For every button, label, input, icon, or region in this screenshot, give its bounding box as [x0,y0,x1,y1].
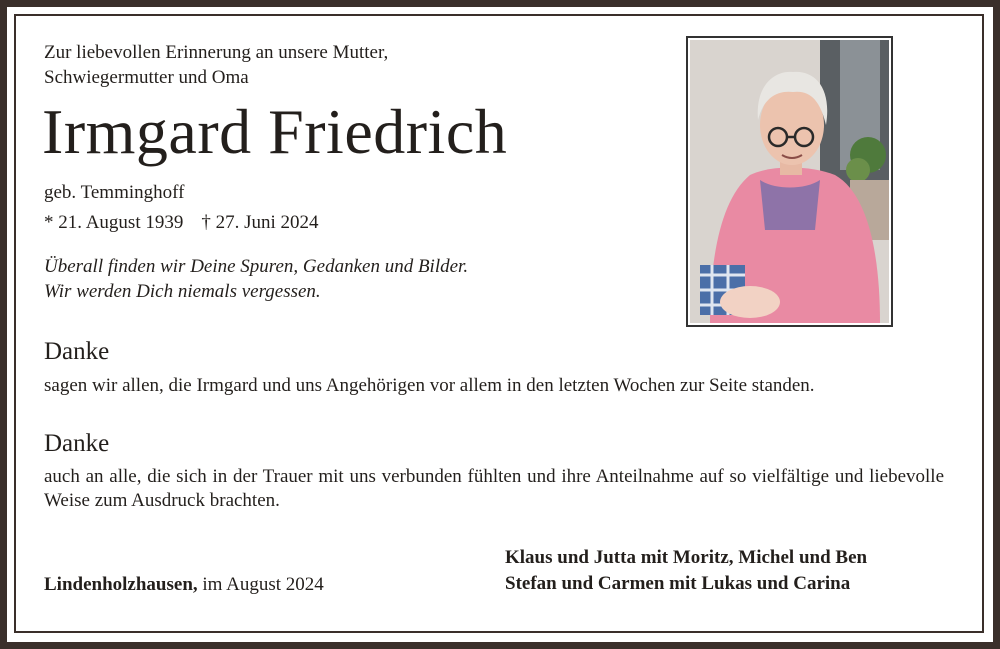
memorial-quote [44,254,468,304]
thanks-heading: Danke [44,338,110,365]
family-line: Klaus und Jutta mit Moritz, Michel und Ben [505,547,868,568]
intro-line: Zur liebevollen Erinnerung an unsere Mutter, [44,42,389,63]
family-line: Stefan und Carmen mit Lukas und Carina [505,573,851,594]
thanks-heading: Danke [44,430,110,457]
thanks-text: sagen wir allen, die Irmgard und uns Angehörigen vor allem in den letzten Wochen zur Seite standen. [44,375,815,396]
intro-text [44,40,388,90]
place-and-date [44,574,324,596]
family-signature [505,545,867,597]
death-date: † 27. Juni 2024 [201,212,319,233]
birth-date: * 21. August 1939 [44,212,184,233]
quote-line: Wir werden Dich niemals vergessen. [44,281,321,302]
quote-line: Überall finden wir Deine Spuren, Gedanken und Bilder. [44,256,469,277]
thanks-text: auch an alle, die sich in der Trauer mit uns verbunden fühlten und ihre Anteilnahme auf so vielfältige und liebevolle Weise zum Ausdruck brachten. [44,466,944,511]
place-date: im August 2024 [197,574,324,595]
intro-line: Schwiegermutter und Oma [44,67,249,88]
life-dates [44,212,319,234]
place-name: Lindenholzhausen, [44,574,198,595]
portrait-photo-frame [686,36,893,327]
birth-name: geb. Temminghoff [44,182,185,203]
deceased-name: Irmgard Friedrich [42,96,508,167]
portrait-photo [690,40,889,323]
